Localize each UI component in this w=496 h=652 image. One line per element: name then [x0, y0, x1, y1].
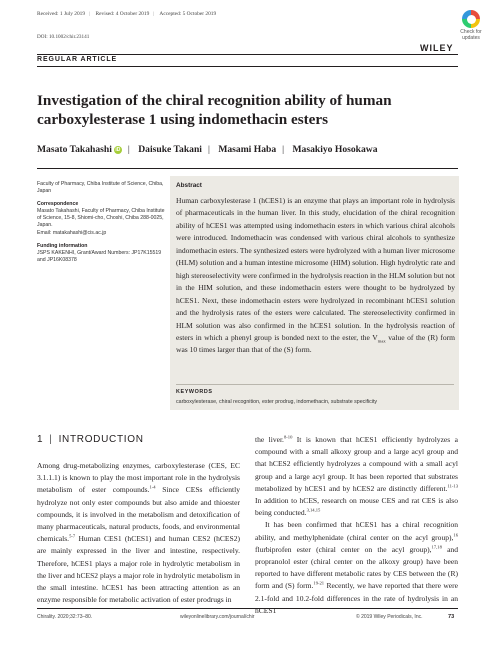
check-for-updates-badge[interactable] [456, 10, 486, 44]
badge-line1: Check for [460, 29, 482, 35]
citation-superscript[interactable]: 1-4 [149, 484, 156, 490]
footer-rule [37, 608, 458, 609]
author-3[interactable]: Masami Haba [218, 144, 277, 155]
email[interactable]: Email: matakahashi@cis.ac.jp [37, 229, 107, 236]
citation-superscript[interactable]: 19-21 [313, 580, 325, 586]
badge-line2: updates [462, 34, 480, 41]
received-date: Received: 1 July 2019 [37, 11, 86, 17]
article-title: Investigation of the chiral recognition ability of human carboxylesterase 1 using indomethacin esters [37, 92, 392, 128]
vmax-subscript: max [377, 338, 386, 344]
orcid-icon[interactable]: iD [115, 147, 121, 153]
accepted-date: Accepted: 5 October 2019 [159, 11, 217, 17]
citation-superscript[interactable]: 11-13 [447, 483, 458, 489]
correspondence-text: Masato Takahashi, Faculty of Pharmacy, Chiba Institute of Science, 15-8, Shiomi-cho, Choshi, Chiba 288-0025, Japan. [37, 208, 165, 229]
abstract-box [170, 176, 459, 410]
header-rule [37, 54, 458, 55]
article-history: Received: 1 July 2019 | Revised: 4 October 2019 | Accepted: 5 October 2019 [37, 11, 217, 17]
intro-paragraph-2: It has been confirmed that hCES1 has a chiral recognition ability, and methylphenidate (chiral center on the acyl group),$^{16}$ flurbiprofen ester (chiral center on the acyl group),$^{17,18}$ and propranolol ester (chiral center on the alkoxy group) have been reported to have different metabolic rates by CES between the (R) form and (S) form.$^{19-21}$ Recently, we have reported that there were 2.1-fold and 10.2-fold differences in the rate of hydrolysis in an hCES1 [255, 520, 458, 615]
page-number: 73 [448, 614, 455, 620]
doi[interactable]: DOI: 10.1002/chir.23141 [37, 34, 90, 40]
keywords-divider [176, 384, 454, 385]
body-column-right [255, 434, 458, 617]
citation-superscript[interactable]: 16 [453, 532, 458, 538]
journal-citation: Chirality. 2020;32:73–80. [37, 614, 93, 620]
authors-rule [37, 168, 458, 169]
abstract-heading: Abstract [176, 182, 202, 189]
funding-heading: Funding information [37, 242, 88, 249]
affiliation: Faculty of Pharmacy, Chiba Institute of Science, Chiba, Japan [37, 181, 164, 195]
article-type: REGULAR ARTICLE [37, 56, 118, 63]
body-column-left [37, 460, 240, 606]
journal-url[interactable]: wileyonlinelibrary.com/journal/chir [180, 614, 255, 620]
publisher-logo: WILEY [420, 43, 454, 53]
copyright: © 2019 Wiley Periodicals, Inc. [356, 614, 423, 620]
correspondence-heading: Correspondence [37, 201, 79, 208]
section-heading-introduction: 1 | INTRODUCTION [37, 434, 144, 445]
header-rule-lower [37, 66, 458, 67]
intro-paragraph-1: Among drug-metabolizing enzymes, carboxylesterase (CES, EC 3.1.1.1) is known to play the most important role in the hydrolysis metabolism of ester compounds.$^{1-4}$ Since CESs efficiently hydrolyze not only ester compounds but also amide and thioester compounds, it is involved in the metabolism and detoxification of many pharmaceuticals, natural products, foods, and environmental chemicals.$^{5-7}$ Human CES1 (hCES1) and human CES2 (hCES2) are mainly expressed in the liver and intestine, respectively. Therefore, hCES1 plays a major role in hydrolytic metabolism in the liver and hCES2 plays a major role in hydrolytic metabolism in the small intestine. hCES1 has been attracting attention as an enzyme responsible for metabolic activation of ester prodrugs in [37, 461, 241, 605]
keywords-list: carboxylesterase, chiral recognition, ester prodrug, indomethacin, substrate specificity [176, 399, 378, 405]
author-4[interactable]: Masakiyo Hosokawa [292, 144, 378, 155]
article-info-sidebar [37, 181, 165, 264]
citation-superscript[interactable]: 3,14,15 [306, 507, 321, 513]
abstract-text: Human carboxylesterase 1 (hCES1) is an enzyme that plays an important role in hydrolysis of pharmaceuticals in the human liver. In this study, elucidation of the chiral recognition ability of hCES1 was attempted using indomethacin esters in which various chiral alcohols were introduced. Indomethacin was condensed with various chiral alcohols to synthesize indomethacin esters. The synthesized esters were hydrolyzed with a human liver microsome (HLM) solution and a human intestine microsome (HIM) solution. High hydrolytic rate and high stereoselectivity were confirmed in the hydrolysis reaction in the HLM solution but not in the HIM solution, and these indomethacin esters were thought to be hydrolyzed by hCES1. Next, these indomethacin esters were hydrolyzed in recombinant hCES1 solution and the hydrolysis rates of the esters were calculated. The stereoselectivity confirmed in HLM solution was also confirmed in the hCES1 solution. In the hydrolysis reaction of esters in which a phenyl group is bonded next to the ester, the $V_{max}$ value of the (R) form was 10 times larger than that of the (S) form. [176, 196, 455, 355]
section-number: 1 [37, 434, 44, 445]
author-list: Masato Takahashi iD | Daisuke Takani | Masami Haba | Masakiyo Hosokawa [37, 144, 378, 155]
citation-superscript[interactable]: 5-7 [69, 533, 76, 539]
author-1[interactable]: Masato Takahashi [37, 144, 112, 155]
intro-paragraph-1-continued: the liver.$^{8-10}$ It is known that hCES1 efficiently hydrolyzes a compound with a small alkoxy group and a large acyl group and that hCES2 efficiently hydrolyzes a compound with a small acyl group and a large acyl group. It has been reported that substrates metabolized by hCES1 and by hCES2 are distinctly different.$^{11-13}$ In addition to hCES, research on mouse CES and rat CES is also being conducted.$^{3,14,15}$ [255, 434, 458, 518]
funding-text: JSPS KAKENHI, Grant/Award Numbers: JP17K15519 and JP16K08378 [37, 249, 162, 263]
citation-superscript[interactable]: 17,18 [431, 544, 442, 550]
section-title: INTRODUCTION [58, 434, 144, 445]
author-2[interactable]: Daisuke Takani [138, 144, 202, 155]
revised-date: Revised: 4 October 2019 [95, 11, 150, 17]
crossmark-icon [462, 10, 480, 28]
keywords-heading: KEYWORDS [176, 389, 213, 395]
citation-superscript[interactable]: 8-10 [283, 434, 293, 440]
